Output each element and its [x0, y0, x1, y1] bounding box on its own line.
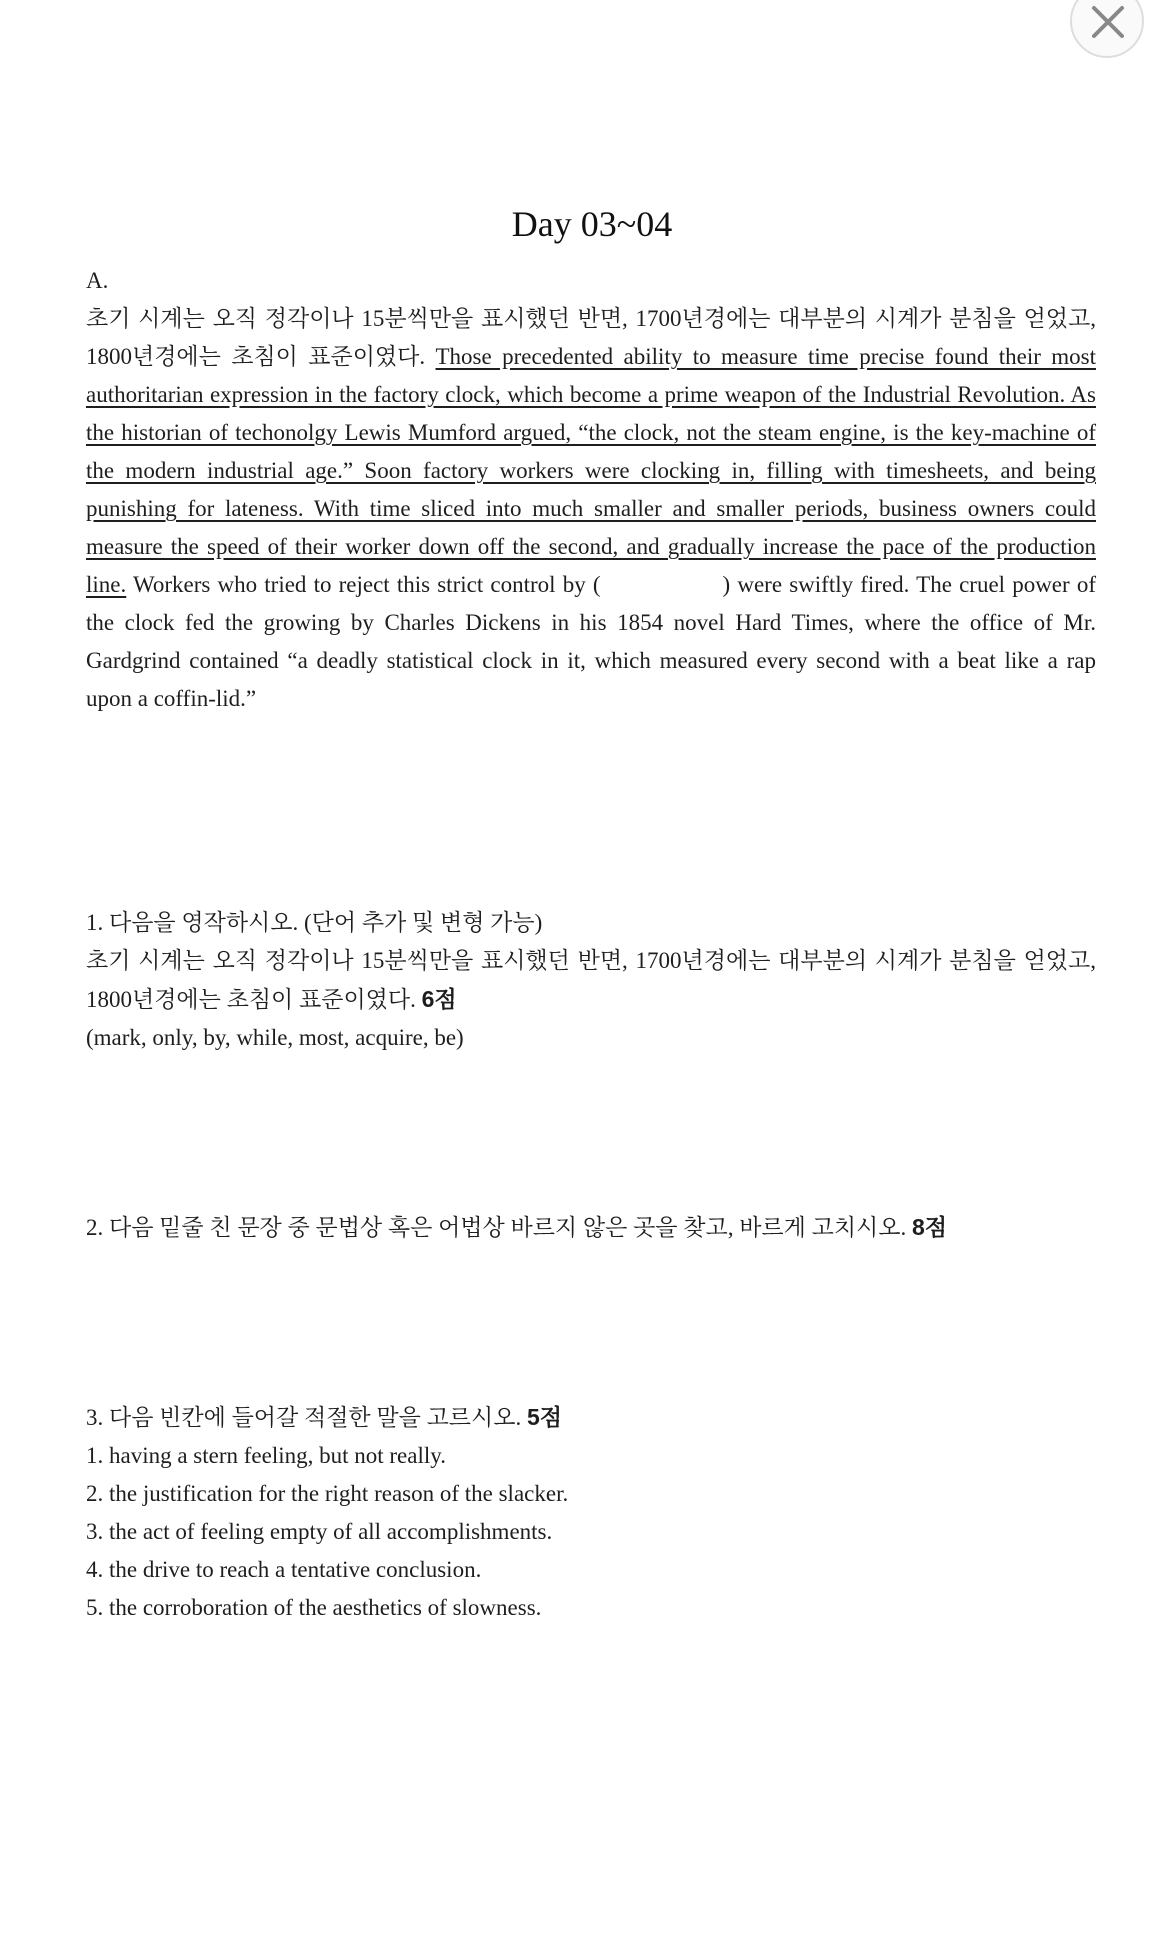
question-2 [86, 1208, 1096, 1247]
question-3-option-4: 4. the drive to reach a tentative conclusion. [86, 1557, 482, 1582]
question-1-prompt: 1. 다음을 영작하시오. (단어 추가 및 변형 가능) [86, 910, 543, 935]
section-label: A. [86, 268, 109, 293]
reading-passage [86, 300, 1096, 718]
passage-underlined-text: Those precedented ability to measure time precise found their most authoritarian expression in the factory clock, which become a prime weapon of the Industrial Revolution. As the historian of techonolgy Lewis Mumford argued, “the clock, not the steam engine, is the key-machine of the modern industrial age.” Soon factory workers were clocking in, filling with timesheets, and being punishing for lateness. With time sliced into much smaller and smaller periods, business owners could measure the speed of their worker down off the second, and gradually increase the pace of the production line. [86, 344, 1096, 597]
passage-text-before-blank: Workers who tried to reject this strict control by ( [133, 572, 601, 597]
page-title: Day 03~04 [511, 204, 673, 244]
question-1-word-bank: (mark, only, by, while, most, acquire, be) [86, 1025, 464, 1050]
question-3-option-3: 3. the act of feeling empty of all accomplishments. [86, 1519, 553, 1544]
question-3-option-5: 5. the corroboration of the aesthetics of slowness. [86, 1595, 542, 1620]
question-1-body: 초기 시계는 오직 정각이나 15분씩만을 표시했던 반면, 1700년경에는 대부분의 시계가 분침을 얻었고, 1800년경에는 초침이 표준이였다. [86, 948, 1096, 1012]
question-3-option-2: 2. the justification for the right reason of the slacker. [86, 1481, 569, 1506]
question-3-prompt: 3. 다음 빈칸에 들어갈 적절한 말을 고르시오. [86, 1405, 522, 1430]
question-3-option-1: 1. having a stern feeling, but not really. [86, 1443, 447, 1468]
question-1 [86, 904, 1096, 1057]
question-3 [86, 1398, 1096, 1627]
question-1-points: 6점 [421, 986, 457, 1012]
close-button[interactable] [1070, 0, 1144, 58]
question-3-points: 5점 [526, 1404, 562, 1430]
close-icon [1090, 4, 1126, 40]
question-2-points: 8점 [911, 1214, 947, 1240]
passage-blank-close: ) [722, 572, 731, 597]
passage-text-after-blank: were swiftly fired. The cruel power of the clock fed the growing by Charles Dickens in his 1854 novel Hard Times, where the office of Mr. Gardgrind contained “a deadly statistical clock in it, which measured every second with a beat like a rap upon a coffin-lid.” [86, 572, 1096, 711]
question-2-prompt: 2. 다음 밑줄 친 문장 중 문법상 혹은 어법상 바르지 않은 곳을 찾고, 바르게 고치시오. [86, 1215, 907, 1240]
passage-korean-intro: 초기 시계는 오직 정각이나 15분씩만을 표시했던 반면, 1700년경에는 대부분의 시계가 분침을 얻었고, 1800년경에는 초침이 표준이였다. [86, 306, 1096, 369]
